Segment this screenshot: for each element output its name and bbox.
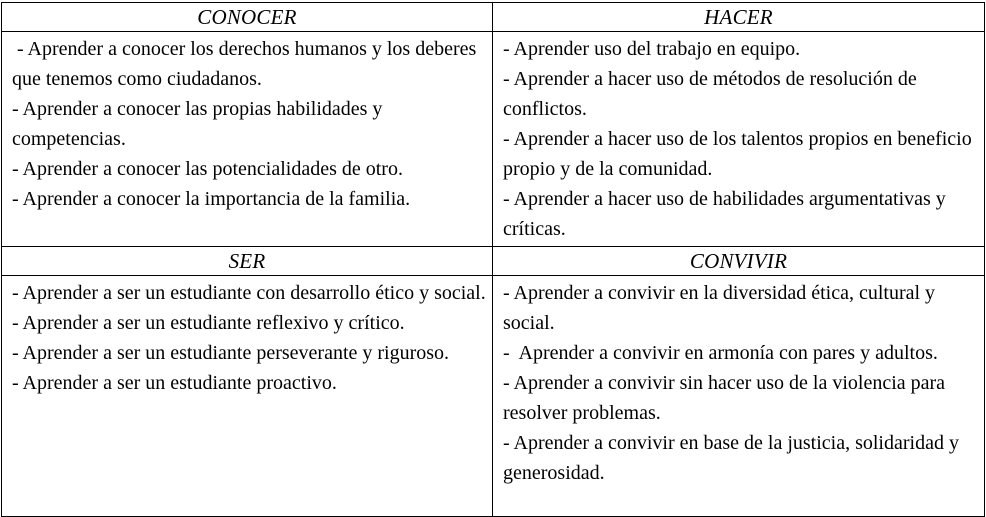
content-row-bottom — [2, 276, 985, 517]
learning-pillars-table — [1, 2, 985, 517]
conocer-item: - Aprender a conocer las potencialidades de otro. — [12, 158, 403, 180]
convivir-item: - Aprender a convivir en base de la justicia, solidaridad y generosidad. — [503, 432, 964, 484]
header-row-bottom — [2, 247, 985, 276]
header-conocer: CONOCER — [2, 3, 493, 32]
conocer-cell — [2, 32, 493, 247]
header-hacer: HACER — [493, 3, 985, 32]
ser-item: - Aprender a ser un estudiante proactivo. — [12, 372, 337, 394]
conocer-item: - Aprender a conocer las propias habilidades y competencias. — [12, 98, 388, 150]
hacer-item: - Aprender a hacer uso de habilidades argumentativas y críticas. — [503, 188, 951, 240]
ser-cell — [2, 276, 493, 517]
ser-list — [12, 278, 486, 398]
ser-item: - Aprender a ser un estudiante reflexivo y crítico. — [12, 312, 405, 334]
header-convivir: CONVIVIR — [493, 247, 985, 276]
convivir-list — [503, 278, 978, 488]
conocer-item: - Aprender a conocer la importancia de la familia. — [12, 188, 411, 210]
convivir-item: - Aprender a convivir en armonía con pares y adultos. — [503, 342, 938, 364]
hacer-cell — [493, 32, 985, 247]
header-ser: SER — [2, 247, 493, 276]
convivir-cell — [493, 276, 985, 517]
convivir-item: - Aprender a convivir en la diversidad ética, cultural y social. — [503, 282, 941, 334]
hacer-item: - Aprender uso del trabajo en equipo. — [503, 38, 801, 60]
hacer-list — [503, 34, 978, 244]
conocer-item: - Aprender a conocer los derechos humanos y los deberes que tenemos como ciudadanos. — [12, 38, 482, 90]
convivir-item: - Aprender a convivir sin hacer uso de la violencia para resolver problemas. — [503, 372, 951, 424]
ser-item: - Aprender a ser un estudiante con desarrollo ético y social. — [12, 282, 486, 304]
hacer-item: - Aprender a hacer uso de métodos de resolución de conflictos. — [503, 68, 922, 120]
conocer-list — [12, 34, 486, 214]
content-row-top — [2, 32, 985, 247]
header-row-top — [2, 3, 985, 32]
ser-item: - Aprender a ser un estudiante perseverante y riguroso. — [12, 342, 450, 364]
hacer-item: - Aprender a hacer uso de los talentos propios en beneficio propio y de la comunidad. — [503, 128, 977, 180]
